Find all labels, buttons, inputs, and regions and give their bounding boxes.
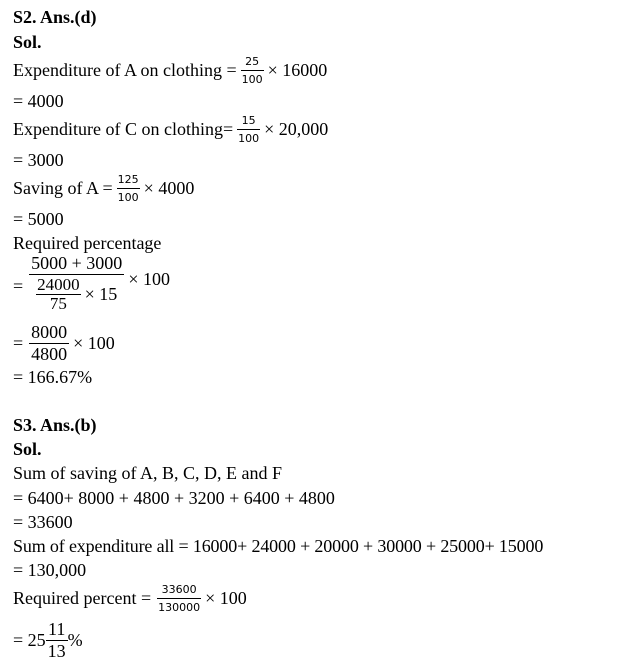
- s3-heading: S3. Ans.(b): [13, 415, 97, 435]
- s2-required-percentage-label: Required percentage: [13, 233, 162, 253]
- fraction-denominator: 13: [47, 641, 66, 661]
- s2-saving-a-prefix: Saving of A =: [13, 178, 113, 198]
- fraction-numerator: 11: [47, 619, 66, 639]
- inner-fraction-numerator: 24000: [37, 275, 80, 294]
- s3-final-answer-line: [13, 617, 83, 663]
- s2-expenditure-c-line: [13, 111, 328, 147]
- s2-result-4000: = 4000: [13, 91, 64, 111]
- fraction-denominator: 130000: [158, 600, 201, 614]
- s2-saving-a-suffix: × 4000: [143, 178, 195, 198]
- s3-sum-expenditure-result: = 130,000: [13, 560, 87, 580]
- s2-result-3000: = 3000: [13, 150, 64, 170]
- inner-fraction: [36, 276, 81, 312]
- s3-final-answer-fraction: [46, 620, 68, 660]
- s2-expenditure-a-suffix: × 16000: [267, 60, 328, 80]
- s2-complex-fraction: [29, 254, 124, 312]
- s2-expenditure-c-suffix: × 20,000: [264, 119, 329, 139]
- s3-final-answer-percent-sign: %: [67, 630, 83, 650]
- fraction-numerator: 5000 + 3000: [31, 253, 123, 273]
- fraction-numerator: 125: [117, 172, 139, 186]
- s3-required-percent-prefix: Required percent =: [13, 588, 152, 608]
- fraction-denominator: 100: [241, 72, 263, 86]
- fraction-numerator: 25: [245, 54, 260, 68]
- s2-saving-a-fraction: [117, 174, 140, 203]
- s2-expenditure-c-fraction: [237, 115, 260, 144]
- s2-expenditure-a-line: [13, 52, 327, 88]
- s2-ratio-line: [13, 318, 115, 368]
- s2-saving-a-line: [13, 170, 194, 206]
- inner-fraction-denominator: 75: [49, 294, 67, 313]
- s3-sum-saving-result: = 33600: [13, 512, 73, 532]
- s3-required-percent-suffix: × 100: [205, 588, 247, 608]
- fraction-numerator: 15: [241, 113, 256, 127]
- s3-sum-expenditure-line: Sum of expenditure all = 16000+ 24000 + 20000 + 30000 + 25000+ 15000: [13, 536, 544, 556]
- fraction-denominator: 4800: [31, 344, 68, 364]
- s2-complex-fraction-suffix: × 100: [128, 269, 170, 289]
- fraction-denominator: 100: [238, 131, 260, 145]
- s2-result-5000: = 5000: [13, 209, 64, 229]
- s3-sol-label: Sol.: [13, 439, 42, 459]
- s2-expenditure-a-prefix: Expenditure of A on clothing =: [13, 60, 237, 80]
- s2-equals-sign: =: [13, 276, 24, 296]
- s2-complex-fraction-line: [13, 254, 170, 318]
- s2-ratio-fraction: [29, 323, 69, 363]
- s2-sol-label: Sol.: [13, 32, 42, 52]
- s2-expenditure-a-fraction: [241, 56, 264, 85]
- s2-equals-sign: =: [13, 333, 24, 353]
- s3-required-percent-fraction: [157, 584, 201, 613]
- s2-ratio-suffix: × 100: [73, 333, 115, 353]
- s2-final-answer: = 166.67%: [13, 367, 93, 387]
- s3-sum-saving-expression: = 6400+ 8000 + 4800 + 3200 + 6400 + 4800: [13, 488, 335, 508]
- fraction-numerator: 33600: [161, 582, 197, 596]
- s3-sum-saving-label: Sum of saving of A, B, C, D, E and F: [13, 463, 283, 483]
- fraction-numerator: 8000: [31, 322, 68, 342]
- complex-fraction-denominator: [34, 275, 119, 312]
- s3-final-answer-whole: = 25: [13, 630, 46, 650]
- s2-heading: S2. Ans.(d): [13, 7, 97, 27]
- fraction-denominator: 100: [117, 190, 139, 204]
- inner-fraction-suffix: × 15: [84, 284, 118, 304]
- s3-required-percent-line: [13, 580, 247, 616]
- s2-expenditure-c-prefix: Expenditure of C on clothing=: [13, 119, 234, 139]
